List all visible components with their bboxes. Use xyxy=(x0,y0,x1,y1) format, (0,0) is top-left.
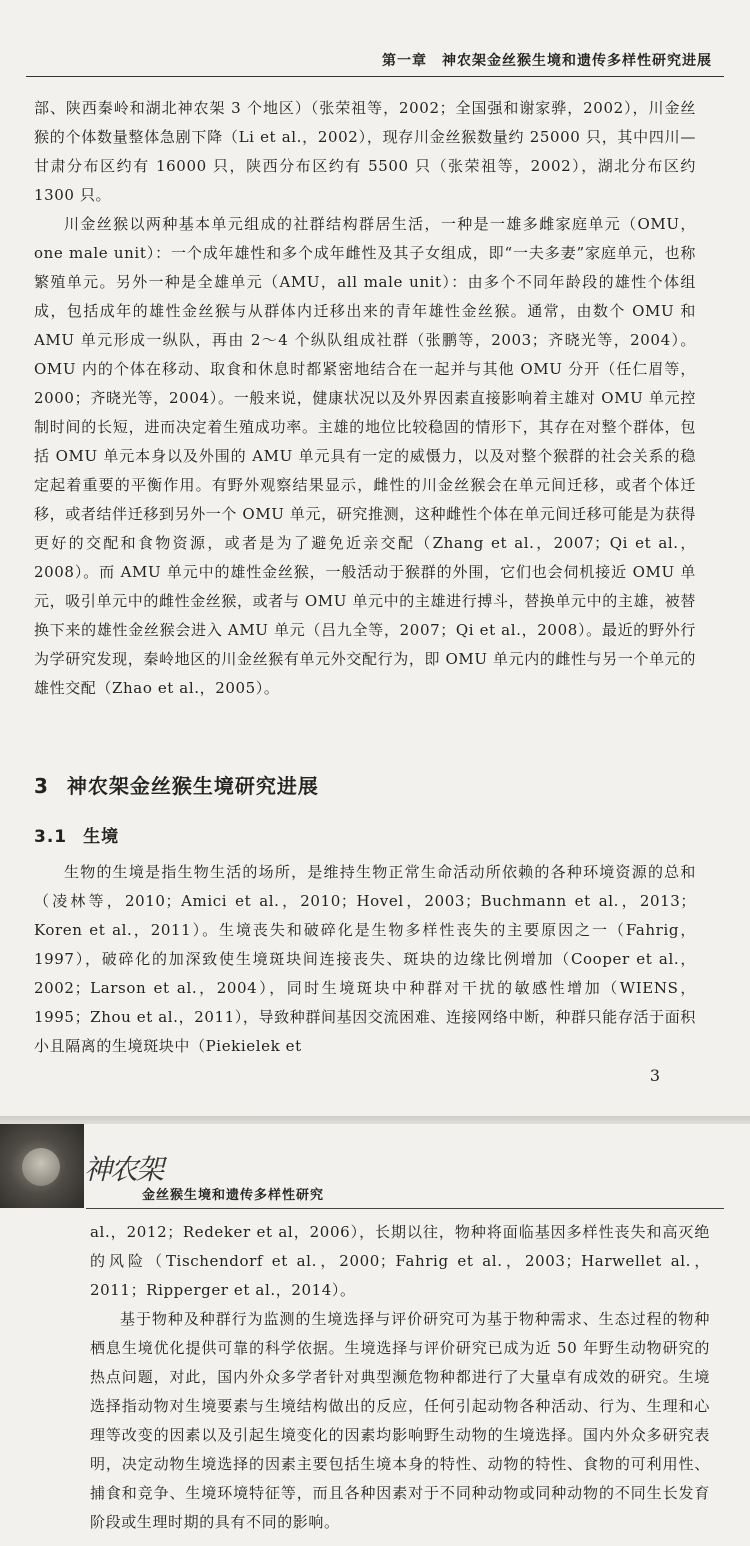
book-title: 金丝猴生境和遗传多样性研究 xyxy=(142,1188,325,1203)
paragraph-continued: al.，2012；Redeker et al，2006），长期以往，物种将面临基因多样性丧失和高灭绝的风险（Tischendorf et al.，2000；Fahrig et al.，2003；Harwellet al.，2011；Ripperger et al.，2014）。 xyxy=(90,1223,710,1299)
calligraphy-logo: 神农架 xyxy=(84,1153,163,1186)
paragraph-habitat-selection: 基于物种及种群行为监测的生境选择与评价研究可为基于物种需求、生态过程的物种栖息生境优化提供可靠的科学依据。生境选择与评价研究已成为近 50 年野生动物研究的热点问题，对此，国内外众多学者针对典型濒危物种都进行了大量卓有成效的研究。生境选择指动物对生境要素与生境结构做出的反应，任何引起动物各种活动、行为、生理和心理等改变的因素以及引起生境变化的因素均影响野生动物的生境选择。国内外众多研究表明，决定动物生境选择的因素主要包括生境本身的特性、动物的特性、食物的可利用性、捕食和竞争、生境环境特征等，而且各种因素对于不同种动物或同种动物的不同生长发育阶段或生理时期的具有不同的影响。 xyxy=(90,1310,710,1531)
body-text-bottom xyxy=(90,1218,710,1537)
header-rule xyxy=(86,1208,724,1209)
subsection-title: 生境 xyxy=(83,827,120,847)
section-heading xyxy=(34,770,319,799)
monkey-photo xyxy=(0,1124,84,1208)
section-number: 3 xyxy=(34,774,49,798)
running-header: 第一章 神农架金丝猴生境和遗传多样性研究进展 xyxy=(382,53,712,69)
subsection-heading xyxy=(34,822,119,847)
body-text-top xyxy=(34,94,696,703)
subsection-number: 3.1 xyxy=(34,827,68,847)
paragraph-continued: 部、陕西秦岭和湖北神农架 3 个地区）（张荣祖等，2002；全国强和谢家骅，2002），川金丝猴的个体数量整体急剧下降（Li et al.，2002），现存川金丝猴数量约 25000 只，其中四川—甘肃分布区约有 16000 只，陕西分布区约有 5500 只（张荣祖等，2002），湖北分布区约 1300 只。 xyxy=(34,99,696,204)
book-page-right xyxy=(0,1124,750,1546)
section-title: 神农架金丝猴生境研究进展 xyxy=(66,774,319,798)
page-number: 3 xyxy=(649,1066,660,1085)
header-rule xyxy=(26,76,724,77)
paragraph-social-structure: 川金丝猴以两种基本单元组成的社群结构群居生活，一种是一雄多雌家庭单元（OMU，one male unit）：一个成年雄性和多个成年雌性及其子女组成，即“一夫多妻”家庭单元，也称繁殖单元。另外一种是全雄单元（AMU，all male unit）：由多个不同年龄段的雄性个体组成，包括成年的雄性金丝猴与从群体内迁移出来的青年雄性金丝猴。通常，由数个 OMU 和 AMU 单元形成一纵队，再由 2～4 个纵队组成社群（张鹏等，2003；齐晓光等，2004）。OMU 内的个体在移动、取食和休息时都紧密地结合在一起并与其他 OMU 分开（任仁眉等，2000；齐晓光等，2004）。一般来说，健康状况以及外界因素直接影响着主雄对 OMU 单元控制时间的长短，进而决定着生殖成功率。主雄的地位比较稳固的情形下，其存在对整个群体，包括 OMU 单元本身以及外围的 AMU 单元具有一定的威慑力，以及对整个猴群的社会关系的稳定起着重要的平衡作用。有野外观察结果显示，雌性的川金丝猴会在单元间迁移，或者个体迁移，或者结伴迁移到另外一个 OMU 单元，研究推测，这种雌性个体在单元间迁移可能是为获得更好的交配和食物资源，或者是为了避免近亲交配（Zhang et al.，2007；Qi et al.，2008）。而 AMU 单元中的雄性金丝猴，一般活动于猴群的外围，它们也会伺机接近 OMU 单元，吸引单元中的雌性金丝猴，或者与 OMU 单元中的主雄进行搏斗，替换单元中的主雄，被替换下来的雄性金丝猴会进入 AMU 单元（吕九全等，2007；Qi et al.，2008）。最近的野外行为学研究发现，秦岭地区的川金丝猴有单元外交配行为，即 OMU 单元内的雌性与另一个单元的雄性交配（Zhao et al.，2005）。 xyxy=(34,215,696,697)
paragraph-habitat: 生物的生境是指生物生活的场所，是维持生物正常生命活动所依赖的各种环境资源的总和（凌林等，2010；Amici et al.，2010；Hovel，2003；Buchmann et al.，2013；Koren et al.，2011）。生境丧失和破碎化是生物多样性丧失的主要原因之一（Fahrig，1997），破碎化的加深致使生境斑块间连接丧失、斑块的边缘比例增加（Cooper et al.，2002；Larson et al.，2004），同时生境斑块中种群对干扰的敏感性增加（WIENS，1995；Zhou et al.，2011），导致种群间基因交流困难、连接网络中断，种群只能存活于面积小且隔离的生境斑块中（Piekielek et xyxy=(34,863,696,1055)
monkey-face-icon xyxy=(22,1148,60,1186)
